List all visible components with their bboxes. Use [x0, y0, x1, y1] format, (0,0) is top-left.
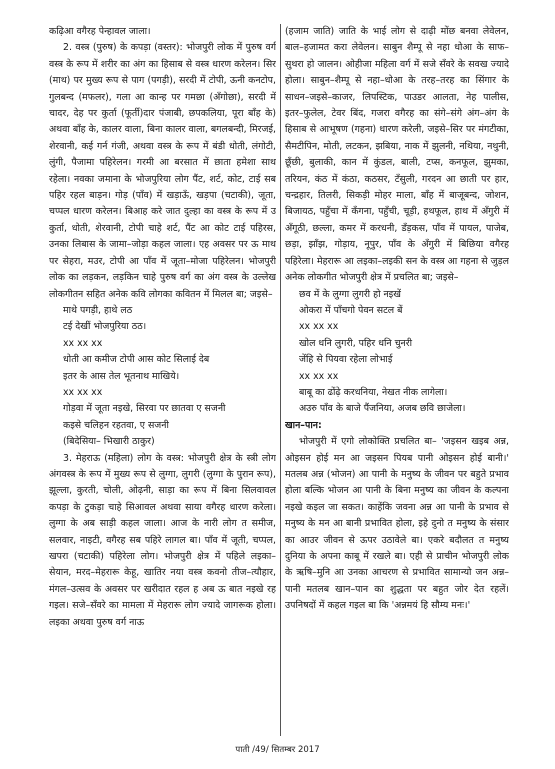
paragraph: 3. मेहराऊ (महिला) लोग के वस्त्र: भोजपुरी क्षेत्र के स्त्री लोग अंगवस्त्र के रूप में मुख्य रूप से लुग्गा, लुगरी (लुग्गा के पुरान रूप), झूल्ला, कुरती, चोली, ओढ़नी, साड़ा का रूप में बिना सिलवावल कपड़ा के टुकड़ा चाहे सिआवल अथवा साया वगैरह धारण करेला। लुग्गा के अब साड़ी कहल जाला। आज के नारी लोग त समीज, सलवार, नाइटी, वगैरह सब पहिरे लागल बा। पाँव में जूती, चप्पल, खपरा (चटाकी) पहिरेला लोग। भोजपुरी क्षेत्र में पहिले लइका–सेयान, मरद–मेहरारू केहू, खातिर नया वस्त्र कवनो तीज–त्यौहार, मंगल–उत्सव के अवसर पर खरीदात रहल ह अब ऊ बात नइखे रह गइल। सजे–सँवरे का मामला में मेहरारू लोग ज्यादे जागरूक होला। लइका अथवा पुरुष वर्ग नाऊ — [49, 452, 276, 628]
verse-line: बाबू का ढोंढ़े करधनिया, नेखत नीक लागेला। — [299, 386, 448, 398]
page-footer: पाती /49/ सितम्बर 2017 — [235, 745, 320, 755]
paragraph: (हजाम जाति) जाति के भाई लोग से दाढ़ी मोंछ बनवा लेवेलन, बाल–हजामत करा लेवेलन। साबुन शैम्पू से नहा धोआ के साफ–सुथरा हो जालन। ओहीजा महिला वर्ग में सजे सँवरे के सवख ज्यादे होला। साबुन–शैम्पू से नहा–धोआ के तरह–तरह का सिंगार के साधन–जइसे–काजर, लिपस्टिक, पाउडर आलता, नेह पालीस, इतर–फुलेल, टेवर बिंद, गजरा वगैरह का संगे–संगे अंग–अंग के हिसाब से आभूषण (गहना) धारण करेली, जइसे–सिर पर मंगटीका, सैमटीपिन, मोती, लटकन, झबिया, नाक में झुलनी, नथिया, नथुनी, छूँछी, बुलाकी, कान में कुंडल, बाली, टप्स, कनफूल, झुमका, तरियन, कंठ में कंठा, कठसर, टँसुली, गरदन आ छाती पर हार, चन्द्रहार, तिलरी, सिकड़ी मोहर माला, बाँह में बाजूबन्द, जोशन, बिजायठ, पहुँचा में कँगना, पहुँची, चूड़ी, हथफूल, हाथ में अँगुरी में अँगूठी, छल्ला, कमर में करधनी, डँड़कस, पाँव में पायल, पाजेब, छड़ा, झाँझ, गोड़ाय, नूपुर, पाँव के अँगुरी में बिछिया वगैरह पहिरेला। मेहरारू आ लइका–लइकी सन के वस्त्र आ गहना से जुड़ल अनेक लोकगीत भोजपुरी क्षेत्र में प्रचलित बा; जइसे– — [285, 26, 509, 284]
verse-line: ओकरा में पाँचगो पेवन सटल बें — [299, 304, 403, 316]
section-heading: खान–पान: — [285, 419, 322, 431]
right-column — [285, 24, 509, 736]
paragraph: 2. वस्त्र (पुरुष) के कपड़ा (वस्तर): भोजपुरी लोक में पुरुष वर्ग वस्त्र के रूप में शरीर का अंग का हिसाब से वस्त्र धारण करेलन। सिर (माथ) पर मुख्य रूप से पाग (पगड़ी), सरदी में टोपी, ऊनी कनटोप, गुलबन्द (मफलर), गला आ कान्ह पर गमछा (अँगोछा), सरदी में चादर, देह पर कुर्ता (फूर्ती)दार पंजाबी, छपकलिया, पूरा बाँह के) अथवा बाँह के, कालर वाला, बिना कालर वाला, बगलबन्दी, मिरजई, शेरवानी, कई गर्न गंजी, अथवा वस्त्र के रूप में बंडी धोती, लंगोटी, लुंगी, पैजामा पहिरेलन। गरमी आ बरसात में छाता हमेशा साथ रहेला। नवका जमाना के भोजपुरिया लोग पैंट, शर्ट, कोट, टाई सब पहिर रहल बाड़न। गोड़ (पाँव) में खड़ाऊँ, खड़पा (चटाकी), जूता, चप्पल धारण करेलन। बिआह करे जात दुल्हा का वस्त्र के रूप में उ कुर्ता, धोती, शेरवानी, टोपी चाहे शर्ट, पैंट आ कोट टाई पहिरस, उनका लिबास के जामा–जोड़ा कहल जाला। एह अवसर पर ऊ माथ पर सेहरा, मउर, टोपी आ पाँव में जूता–मोजा पहिरेलन। भोजपुरी लोक का लड़कन, लड़किन चाहे पुरुष वर्ग का अंग वस्त्र के उल्लेख लोकगीतन सहित अनेक कवि लोगका कवितन में मिलल बा; जइसे– — [49, 42, 276, 300]
verse-line: जेंहि से पियवा रहेला लोभाई — [299, 354, 393, 366]
verse-line: अउरु पाँव के बाजे पैंजनिया, अजब छवि छाजेला। — [299, 403, 466, 415]
column-divider — [280, 24, 281, 736]
verse-line: छव में के लुग्गा लुगरी हो नइखें — [299, 288, 401, 300]
verse-line: कइसे चलिहन रहतवा, ए सजनी — [63, 419, 169, 431]
verse-line: गोड़वा में जूता नइखे, सिरवा पर छातवा ए सजनी — [63, 403, 226, 415]
verse-line: माथे पगड़ी, हाथे लठ — [63, 304, 133, 316]
verse-line: xx xx xx — [299, 370, 339, 382]
verse-line: xx xx xx — [63, 337, 103, 349]
verse-line: खोल धनि लुगरी, पहिर धनि चुनरी — [299, 337, 413, 349]
paragraph: कढ़िआ वगैरह पेन्हावल जाला। — [49, 26, 151, 37]
verse-line: xx xx xx — [63, 386, 103, 398]
paragraph: भोजपुरी में एगो लोकोक्ति प्रचलित बा– 'जइसन खइब अन्न, ओइसन होई मन आ जइसन पियब पानी ओइसन होई बानी।' मतलब अन्न (भोजन) आ पानी के मनुष्य के जीवन पर बहुते प्रभाव होला बल्कि भोजन आ पानी के बिना मनुष्य का जीवन के कल्पना नइखे कइल जा सकत। काहेंकि जवना अन्न आ पानी के प्रभाव से मनुष्य के मन आ बानी प्रभावित होला, इहे दुनो त मनुष्य के संसार का आउर जीवन से ऊपर उठावेले बा। एकरे बदौलत त मनुष्य दुनिया के अपना काबू में रखले बा। एही से प्राचीन भोजपुरी लोक के ऋषि–मुनि आ उनका आचरण से प्रभावित सामान्यो जन अन्न–पानी मतलब खान–पान का शुद्धता पर बहुत जोर देत रहलें। उपनिषदों में कहल गइल बा कि 'अन्नमयं हि सौम्य मनः।' — [285, 436, 509, 612]
left-column — [49, 24, 276, 736]
verse-line: xx xx xx — [299, 321, 339, 333]
verse-line: इतर के आस तेल भूतनाथ माखिये। — [63, 370, 180, 382]
verse-line: टई देखीं भोजपुरिया ठठ। — [63, 321, 147, 333]
verse-line: (बिदेसिया– भिखारी ठाकुर) — [63, 436, 155, 448]
verse-line: धोती आ कमीज टोपी आस कोट सिलाई देब — [63, 354, 210, 366]
